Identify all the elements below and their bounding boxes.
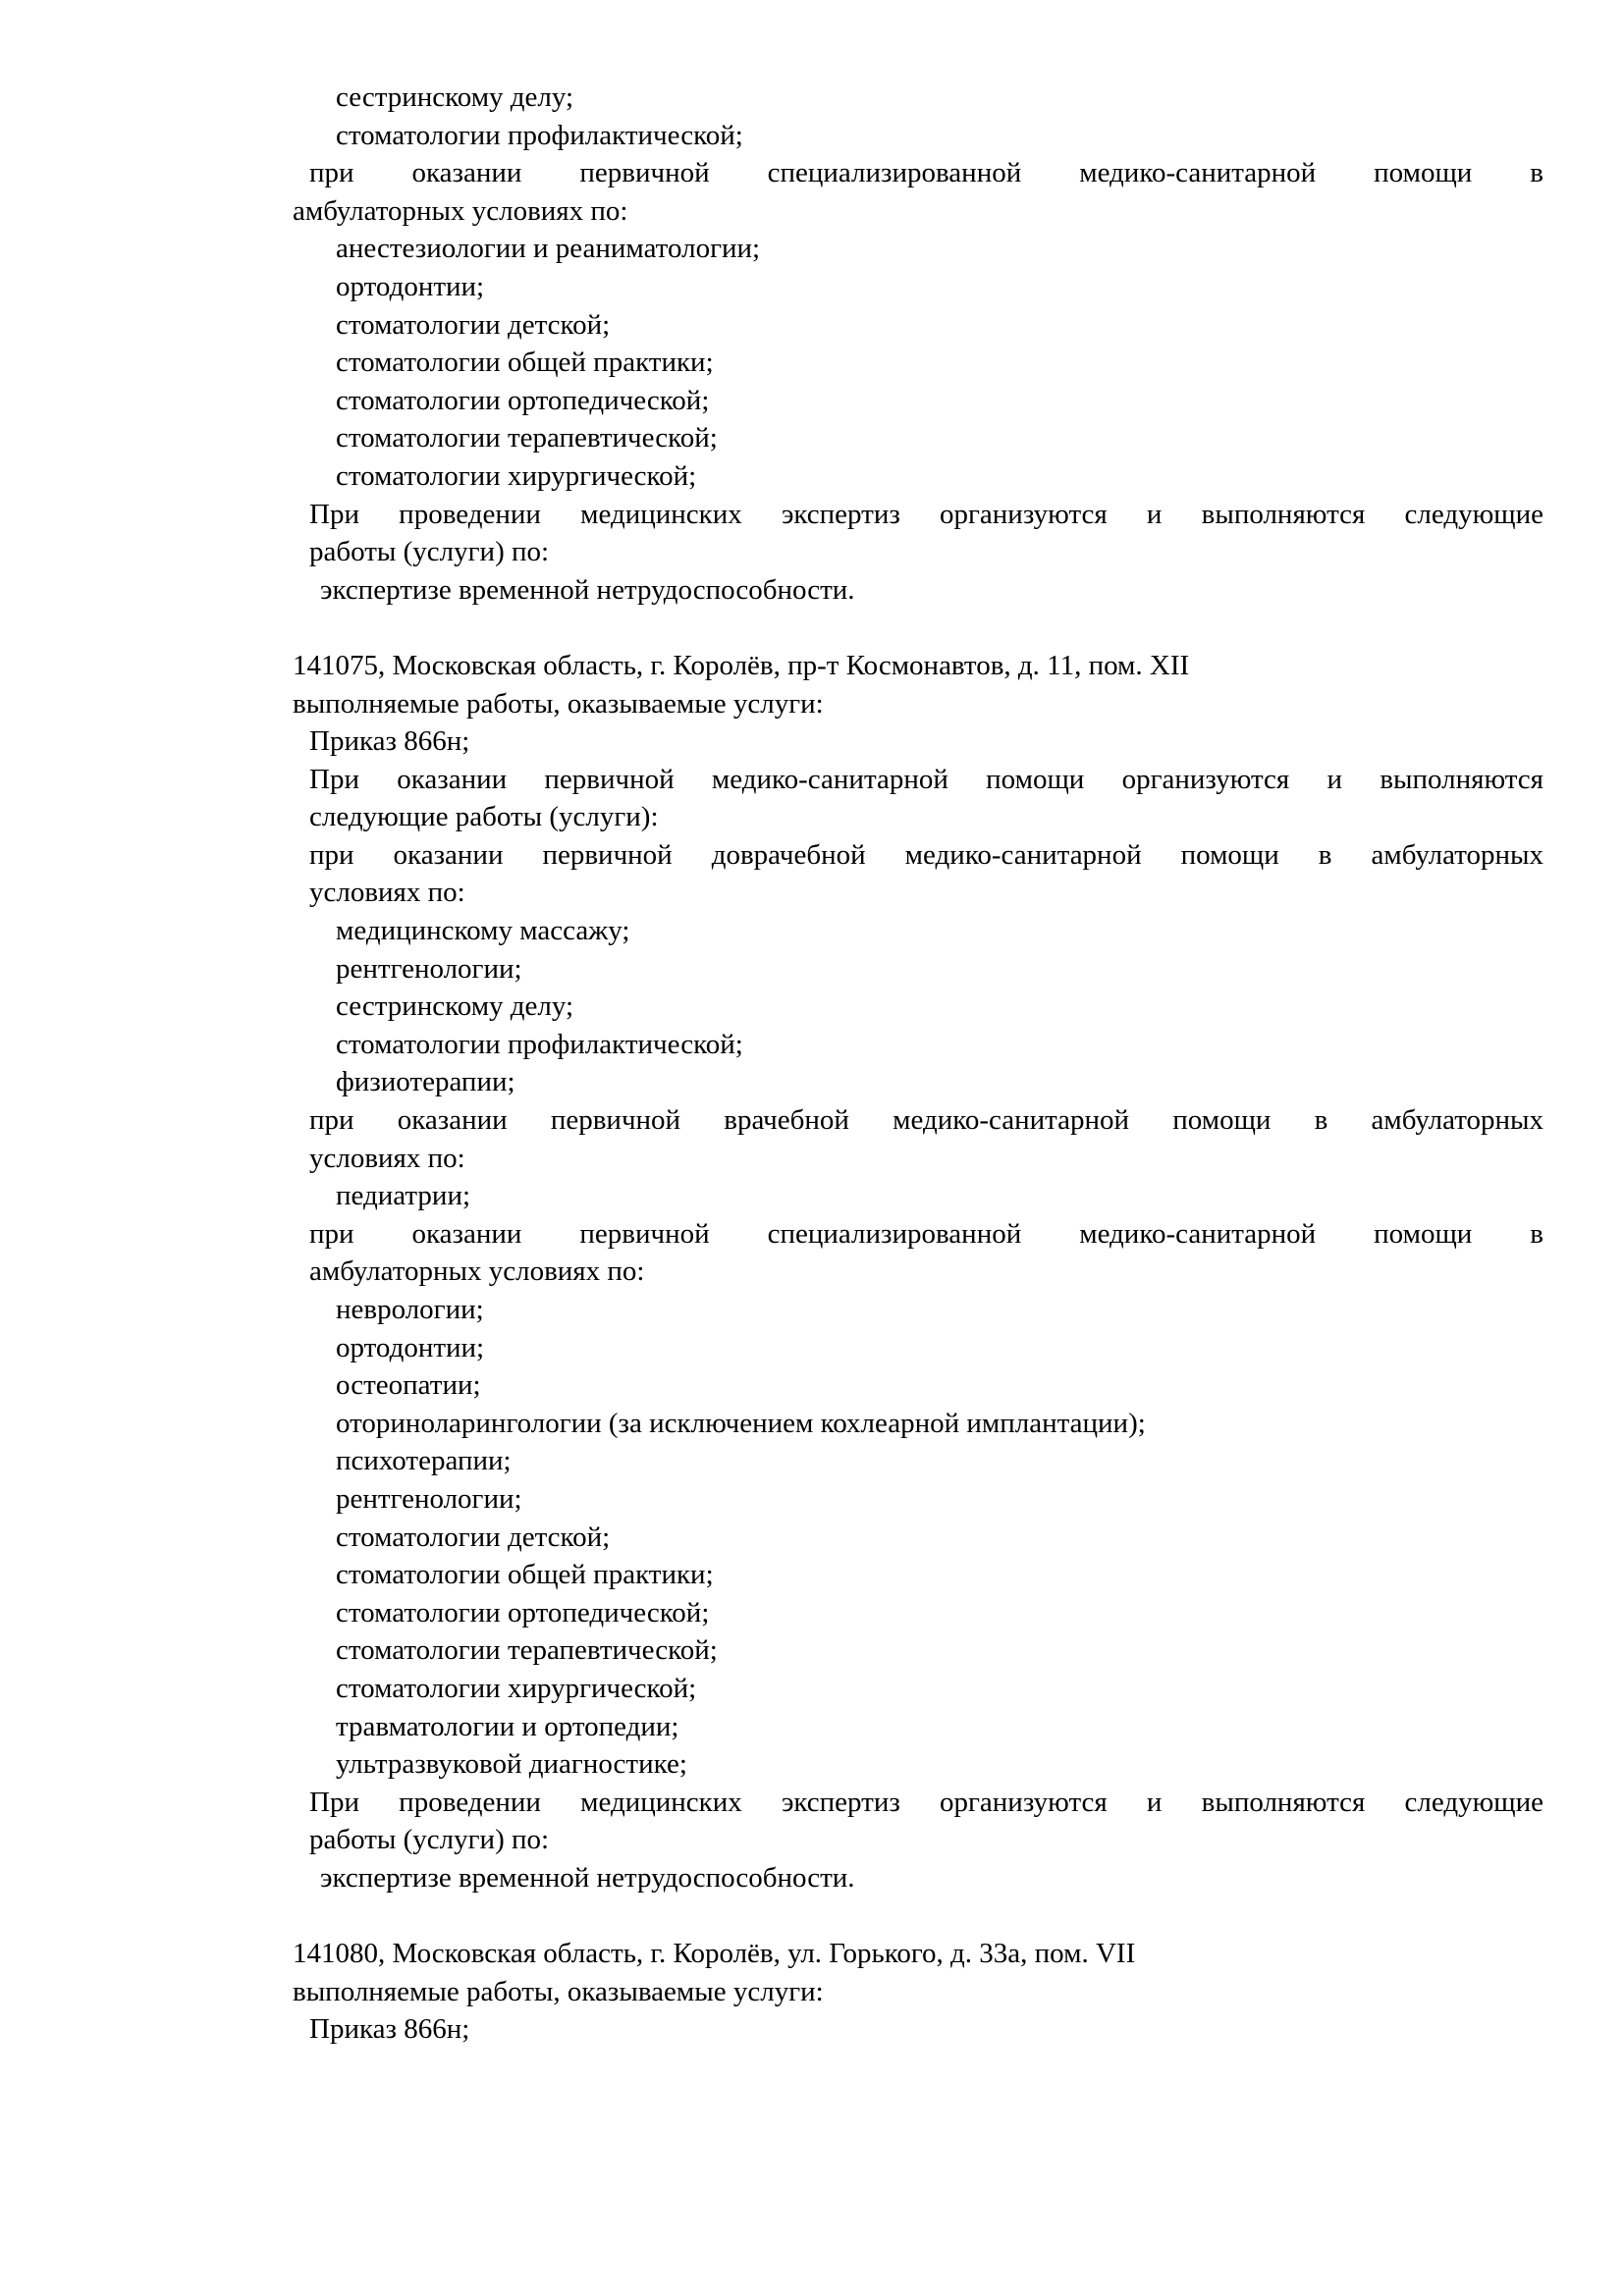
text-line: 141075, Московская область, г. Королёв, пр-т Космонавтов, д. 11, пом. XII (293, 649, 1190, 681)
text-line: стоматологии общей практики; (336, 347, 714, 379)
text-line: стоматологии ортопедической; (336, 384, 710, 416)
text-line: ультразвуковой диагностике; (336, 1748, 687, 1781)
text-line: условиях по: (309, 877, 465, 909)
text-line (293, 1897, 1543, 1936)
text-line: условиях по: (309, 1142, 465, 1174)
text-line: при оказании первичной специализированной медико-санитарной помощи в (309, 1217, 1543, 1250)
text-line: остеопатии; (336, 1369, 481, 1402)
text-line: работы (услуги) по: (309, 1824, 550, 1856)
text-line: Приказ 866н; (309, 725, 470, 758)
text-line: физиотерапии; (336, 1066, 515, 1098)
text-line: рентгенологии; (336, 952, 522, 985)
text-line: ортодонтии; (336, 270, 485, 302)
text-line: стоматологии терапевтической; (336, 1634, 718, 1667)
text-line: сестринскому делу; (336, 990, 574, 1023)
text-line: При проведении медицинских экспертиз организуются и выполняются следующие (309, 1786, 1543, 1818)
text-line: выполняемые работы, оказываемые услуги: (293, 1975, 824, 2007)
text-line: неврологии; (336, 1294, 484, 1325)
text-line: экспертизе временной нетрудоспособности. (320, 1861, 855, 1894)
license-text-block (293, 79, 1543, 2049)
text-line: стоматологии ортопедической; (336, 1596, 710, 1629)
text-line: анестезиологии и реаниматологии; (336, 233, 761, 265)
text-line: травматологии и ортопедии; (336, 1710, 679, 1742)
text-line: При оказании первичной медико-санитарной помощи организуются и выполняются (309, 763, 1543, 795)
text-line: амбулаторных условиях по: (309, 1255, 645, 1288)
text-line: стоматологии общей практики; (336, 1559, 714, 1591)
text-line: экспертизе временной нетрудоспособности. (320, 573, 855, 606)
text-line: рентгенологии; (336, 1482, 522, 1515)
text-line: стоматологии детской; (336, 308, 611, 341)
text-line: стоматологии детской; (336, 1521, 611, 1553)
text-line: следующие работы (услуги): (309, 801, 659, 833)
text-line: при оказании первичной доврачебной медико-санитарной помощи в амбулаторных (309, 838, 1543, 871)
text-line: стоматологии терапевтической; (336, 422, 718, 454)
text-line: 141080, Московская область, г. Королёв, ул. Горького, д. 33а, пом. VII (293, 1938, 1136, 1970)
text-line: При проведении медицинских экспертиз организуются и выполняются следующие (309, 498, 1543, 530)
text-line: амбулаторных условиях по: (293, 194, 628, 227)
text-line: Приказ 866н; (309, 2013, 470, 2046)
text-line: педиатрии; (336, 1180, 471, 1212)
text-line: стоматологии профилактической; (336, 119, 743, 151)
text-line: оториноларингологии (за исключением кохлеарной имплантации); (336, 1407, 1146, 1439)
text-line: выполняемые работы, оказываемые услуги: (293, 687, 824, 720)
text-line: стоматологии хирургической; (336, 459, 697, 492)
text-line (293, 609, 1543, 647)
text-line: медицинскому массажу; (336, 915, 630, 947)
text-line: сестринскому делу; (336, 81, 574, 113)
text-line: стоматологии профилактической; (336, 1028, 743, 1060)
text-line: работы (услуги) по: (309, 536, 550, 568)
text-line: стоматологии хирургической; (336, 1672, 697, 1704)
text-line: при оказании первичной врачебной медико-санитарной помощи в амбулаторных (309, 1104, 1543, 1137)
text-line: психотерапии; (336, 1445, 512, 1477)
text-line: ортодонтии; (336, 1331, 485, 1363)
text-line: при оказании первичной специализированной медико-санитарной помощи в (309, 157, 1543, 189)
